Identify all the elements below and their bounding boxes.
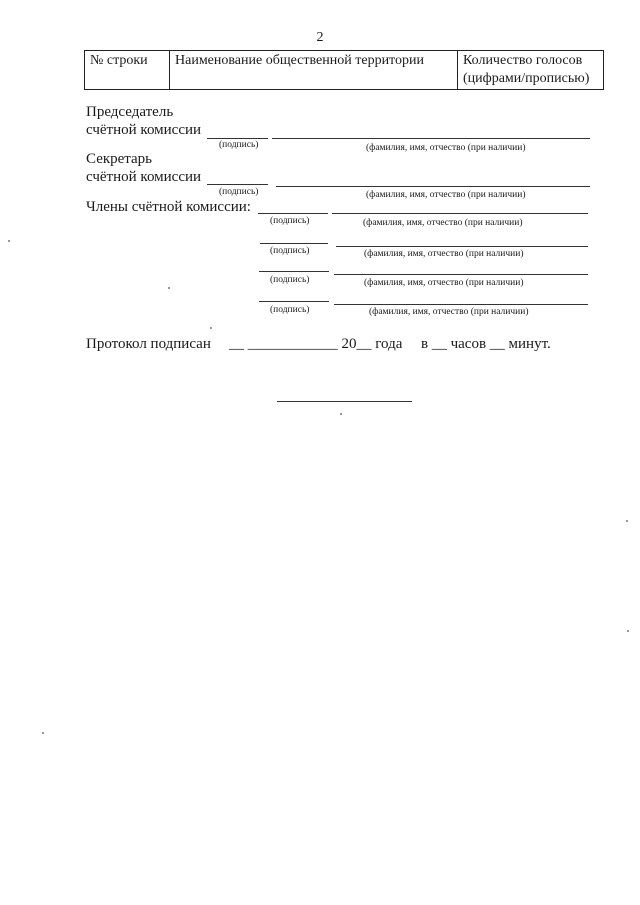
member-4-name-line[interactable] bbox=[334, 304, 588, 305]
member-4-name-caption: (фамилия, имя, отчество (при наличии) bbox=[369, 307, 529, 317]
scan-speck bbox=[626, 520, 628, 522]
chairman-commission-label: счётной комиссии bbox=[86, 122, 202, 138]
secretary-name-line[interactable] bbox=[276, 186, 590, 187]
chairman-label: Председатель bbox=[86, 104, 174, 120]
secretary-label: Секретарь bbox=[86, 151, 153, 167]
member-1-name-caption: (фамилия, имя, отчество (при наличии) bbox=[363, 218, 523, 228]
member-2-name-caption: (фамилия, имя, отчество (при наличии) bbox=[364, 249, 524, 259]
header-cell-territory-name: Наименование общественной территории bbox=[170, 51, 458, 90]
chairman-signature-line[interactable] bbox=[207, 138, 268, 139]
member-2-signature-caption: (подпись) bbox=[270, 246, 310, 256]
scan-speck bbox=[168, 287, 170, 289]
vote-count-label-line2: (цифрами/прописью) bbox=[463, 71, 590, 86]
member-4-signature-caption: (подпись) bbox=[270, 305, 310, 315]
members-label: Члены счётной комиссии: bbox=[86, 199, 251, 215]
header-cell-vote-count bbox=[458, 51, 604, 90]
results-table-header bbox=[84, 50, 604, 90]
protocol-signed-label: Протокол подписан bbox=[86, 336, 211, 352]
secretary-commission-label: счётной комиссии bbox=[86, 169, 202, 185]
member-1-name-line[interactable] bbox=[332, 213, 588, 214]
member-1-signature-line[interactable] bbox=[258, 213, 328, 214]
secretary-signature-line[interactable] bbox=[207, 184, 268, 185]
member-3-signature-caption: (подпись) bbox=[270, 275, 310, 285]
scan-speck bbox=[627, 630, 629, 632]
secretary-signature-caption: (подпись) bbox=[219, 187, 259, 197]
protocol-date-blank[interactable]: __ ____________ 20__ года bbox=[229, 336, 403, 352]
table-header-row bbox=[85, 51, 604, 90]
end-of-document-rule bbox=[277, 401, 412, 402]
scan-speck bbox=[340, 413, 342, 415]
member-1-signature-caption: (подпись) bbox=[270, 216, 310, 226]
scan-speck bbox=[8, 240, 10, 242]
chairman-name-caption: (фамилия, имя, отчество (при наличии) bbox=[366, 143, 526, 153]
scan-speck bbox=[42, 732, 44, 734]
protocol-time-blank[interactable]: в __ часов __ минут. bbox=[421, 336, 551, 352]
scan-speck bbox=[210, 327, 212, 329]
header-cell-row-number: № строки bbox=[85, 51, 170, 90]
vote-count-label-line1: Количество голосов bbox=[463, 53, 583, 68]
member-3-name-caption: (фамилия, имя, отчество (при наличии) bbox=[364, 278, 524, 288]
member-3-signature-line[interactable] bbox=[259, 271, 329, 272]
chairman-name-line[interactable] bbox=[272, 138, 590, 139]
member-4-signature-line[interactable] bbox=[259, 301, 329, 302]
member-2-name-line[interactable] bbox=[336, 246, 588, 247]
chairman-signature-caption: (подпись) bbox=[219, 140, 259, 150]
secretary-name-caption: (фамилия, имя, отчество (при наличии) bbox=[366, 190, 526, 200]
member-2-signature-line[interactable] bbox=[260, 243, 328, 244]
member-3-name-line[interactable] bbox=[334, 274, 588, 275]
page-number: 2 bbox=[316, 30, 324, 45]
